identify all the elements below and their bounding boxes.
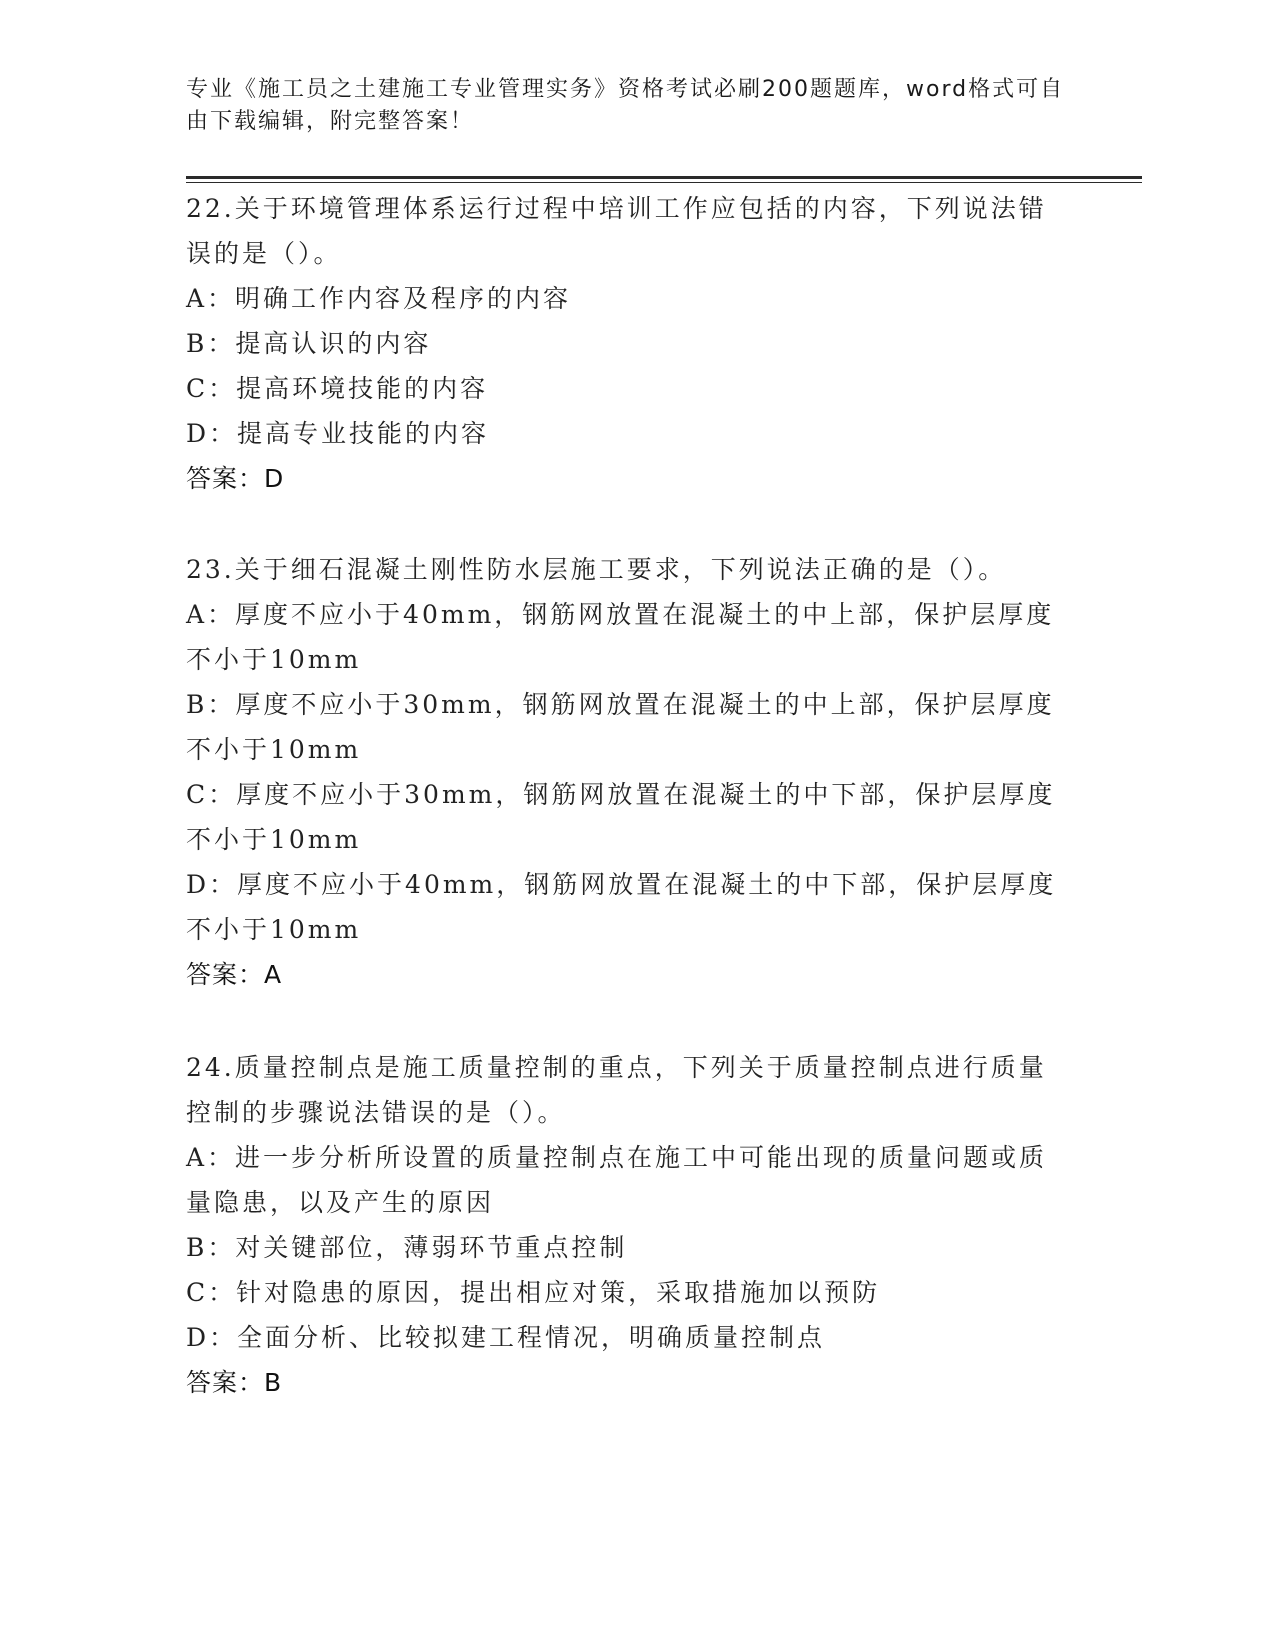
document-header: 专业《施工员之土建施工专业管理实务》资格考试必刷200题题库，word格式可自由下载编辑，附完整答案！ (186, 77, 1065, 134)
option-a: A：厚度不应小于40mm，钢筋网放置在混凝土的中上部，保护层厚度不小于10mm (186, 600, 1055, 674)
question-24 (186, 1045, 1066, 1405)
answer-line: 答案：A (186, 960, 283, 989)
option-b: B：厚度不应小于30mm，钢筋网放置在混凝土的中上部，保护层厚度不小于10mm (186, 690, 1055, 764)
option-b: B：提高认识的内容 (186, 329, 432, 358)
option-c: C：提高环境技能的内容 (186, 374, 489, 403)
option-a: A：明确工作内容及程序的内容 (186, 284, 572, 313)
question-stem: 23.关于细石混凝土刚性防水层施工要求，下列说法正确的是（）。 (186, 555, 1007, 584)
option-d: D：厚度不应小于40mm，钢筋网放置在混凝土的中下部，保护层厚度不小于10mm (186, 870, 1057, 944)
option-d: D：提高专业技能的内容 (186, 419, 490, 448)
answer-line: 答案：B (186, 1368, 283, 1397)
header-rule-thick (186, 176, 1142, 179)
answer-line: 答案：D (186, 464, 285, 493)
option-b: B：对关键部位，薄弱环节重点控制 (186, 1233, 628, 1262)
question-stem: 24.质量控制点是施工质量控制的重点，下列关于质量控制点进行质量控制的步骤说法错误的是（）。 (186, 1053, 1047, 1127)
question-stem: 22.关于环境管理体系运行过程中培训工作应包括的内容，下列说法错误的是（）。 (186, 194, 1047, 268)
question-23 (186, 547, 1066, 997)
option-c: C：厚度不应小于30mm，钢筋网放置在混凝土的中下部，保护层厚度不小于10mm (186, 780, 1056, 854)
option-c: C：针对隐患的原因，提出相应对策，采取措施加以预防 (186, 1278, 881, 1307)
header-rule-thin (186, 182, 1142, 183)
question-22 (186, 186, 1066, 501)
option-a: A：进一步分析所设置的质量控制点在施工中可能出现的质量问题或质量隐患，以及产生的原因 (186, 1143, 1048, 1217)
option-d: D：全面分析、比较拟建工程情况，明确质量控制点 (186, 1323, 826, 1352)
